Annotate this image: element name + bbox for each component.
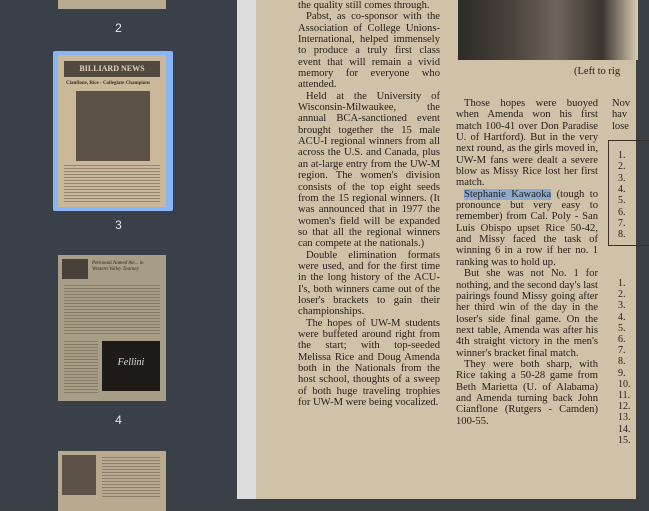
article-column-2 — [456, 98, 598, 427]
thumbnail-photo — [62, 455, 96, 495]
table-number: 9. — [618, 367, 626, 379]
column-line: hav — [612, 109, 628, 121]
thumbnail-label-3: 3 — [115, 218, 122, 232]
paragraph: Held at the University of Wisconsin-Milwaukee, the annual BCA-sanctioned event brought together the 15 male ACU-I regional winners from all across the U.S. and Canada, plus an at-large entry from the UW-M region. The women's division consists of the top eight seeds from the 15 regional winners. (It was announced that in 1977 the women's field will be expanded so that all the regional winners can compete at the nationals.) — [298, 90, 440, 250]
paragraph: Double elimination formats were used, and for the first time in the long history of the ACU-I's, both winners came out of the loser's brackets to gain their championships. — [298, 249, 440, 318]
photo-caption: (Left to rig — [574, 66, 621, 77]
table-number: 15. — [618, 434, 631, 446]
table-number: 6. — [618, 334, 626, 345]
page-thumbnail-4[interactable] — [58, 255, 166, 401]
article-column-1 — [298, 0, 440, 408]
table-number: 4. — [618, 183, 626, 195]
table-number: 5. — [618, 322, 626, 334]
table-number: 7. — [618, 345, 626, 357]
table-number: 2. — [618, 161, 626, 173]
article-photo — [458, 0, 638, 60]
thumbnail-headline: Petrowski Named the... in Western Valley Tourney — [92, 261, 144, 272]
search-highlight[interactable]: Stephanie Kawaoka — [464, 188, 552, 200]
thumbnail-masthead — [62, 259, 88, 279]
table-number: 6. — [618, 206, 626, 218]
thumbnail-label-2: 2 — [115, 21, 122, 35]
column-line: lose — [612, 120, 629, 132]
thumbnail-text-lines — [102, 457, 160, 497]
paragraph: Those hopes were buoyed when Amenda won his first match 100-41 over Don Paradise U. of Hartford). But in the very next round, as the girls moved in, UW-M fans were dealt a severe blow as Missy Rice lost her first match. — [456, 98, 598, 189]
table-number: 8. — [618, 356, 626, 368]
table-number: 3. — [618, 300, 626, 312]
thumbnail-ad: Fellini — [102, 341, 160, 391]
paragraph: Pabst, as co-sponsor with the Association of College Unions-International, helped immensely to produce a truly first class event that will remain a vivid memory for everyone who attended. — [298, 11, 440, 91]
page-thumbnail-3[interactable] — [58, 55, 166, 207]
table-number: 13. — [618, 412, 631, 424]
paragraph — [456, 189, 598, 268]
table-number: 1. — [618, 150, 626, 161]
thumbnail-masthead: BILLIARD NEWS — [64, 61, 160, 77]
paragraph-text: (tough to pronounce but very easy to remember) from Cal. Poly - San Luis Obispo upset Rice 50-42, and Missy faced the task of winning 6 in a row if her no. 1 ranking was to hold up. — [456, 188, 598, 268]
paragraph: the quality still comes through. — [298, 0, 430, 11]
table-number: 5. — [618, 195, 626, 207]
paragraph: But she was not No. 1 for nothing, and the second day's last pairings found Missy going after her third win of the day in the loser's side final game. On the next table, Amenda was after his 4th straight victory in the men's winner's bracket final match. — [456, 268, 598, 359]
thumbnail-photo — [76, 91, 150, 161]
table-number: 3. — [618, 172, 626, 184]
paragraph: The hopes of UW-M students were buffeted around right from the start; with top-seeded Melissa Rice and Doug Amenda both in the Nationals from the host school, thoughts of a sweep of both huge traveling trophies for UW-M were being vocalized. — [298, 317, 440, 409]
thumbnail-headline: Cianflone, Rice - Collegiate Champions — [66, 81, 151, 86]
paragraph: They were both sharp, with Rice taking a 50-28 game from Beth Marietta (U. of Alabama) and Amenda turning back John Cianflone (Rutgers - Camden) 100-55. — [456, 358, 598, 427]
thumbnail-text-lines — [64, 285, 160, 335]
table-number: 8. — [618, 229, 626, 241]
document-page[interactable] — [256, 0, 636, 499]
column-line: Nov — [612, 98, 631, 109]
table-number: 7. — [618, 217, 626, 229]
page-thumbnail-2[interactable] — [58, 0, 166, 9]
table-number: 10. — [618, 378, 631, 390]
standings-table-box — [608, 140, 649, 246]
article-column-3 — [612, 98, 642, 132]
table-number: 11. — [618, 390, 631, 401]
thumbnail-label-4: 4 — [115, 413, 122, 427]
table-number: 4. — [618, 311, 626, 323]
table-number: 2. — [618, 289, 626, 301]
thumbnail-sidebar — [0, 0, 237, 499]
table-number: 12. — [618, 401, 631, 413]
table-number: 1. — [618, 278, 626, 289]
thumbnail-text-lines — [64, 165, 160, 203]
page-thumbnail-5[interactable] — [58, 451, 166, 511]
thumbnail-text-lines — [64, 341, 98, 393]
table-number: 14. — [618, 423, 631, 435]
